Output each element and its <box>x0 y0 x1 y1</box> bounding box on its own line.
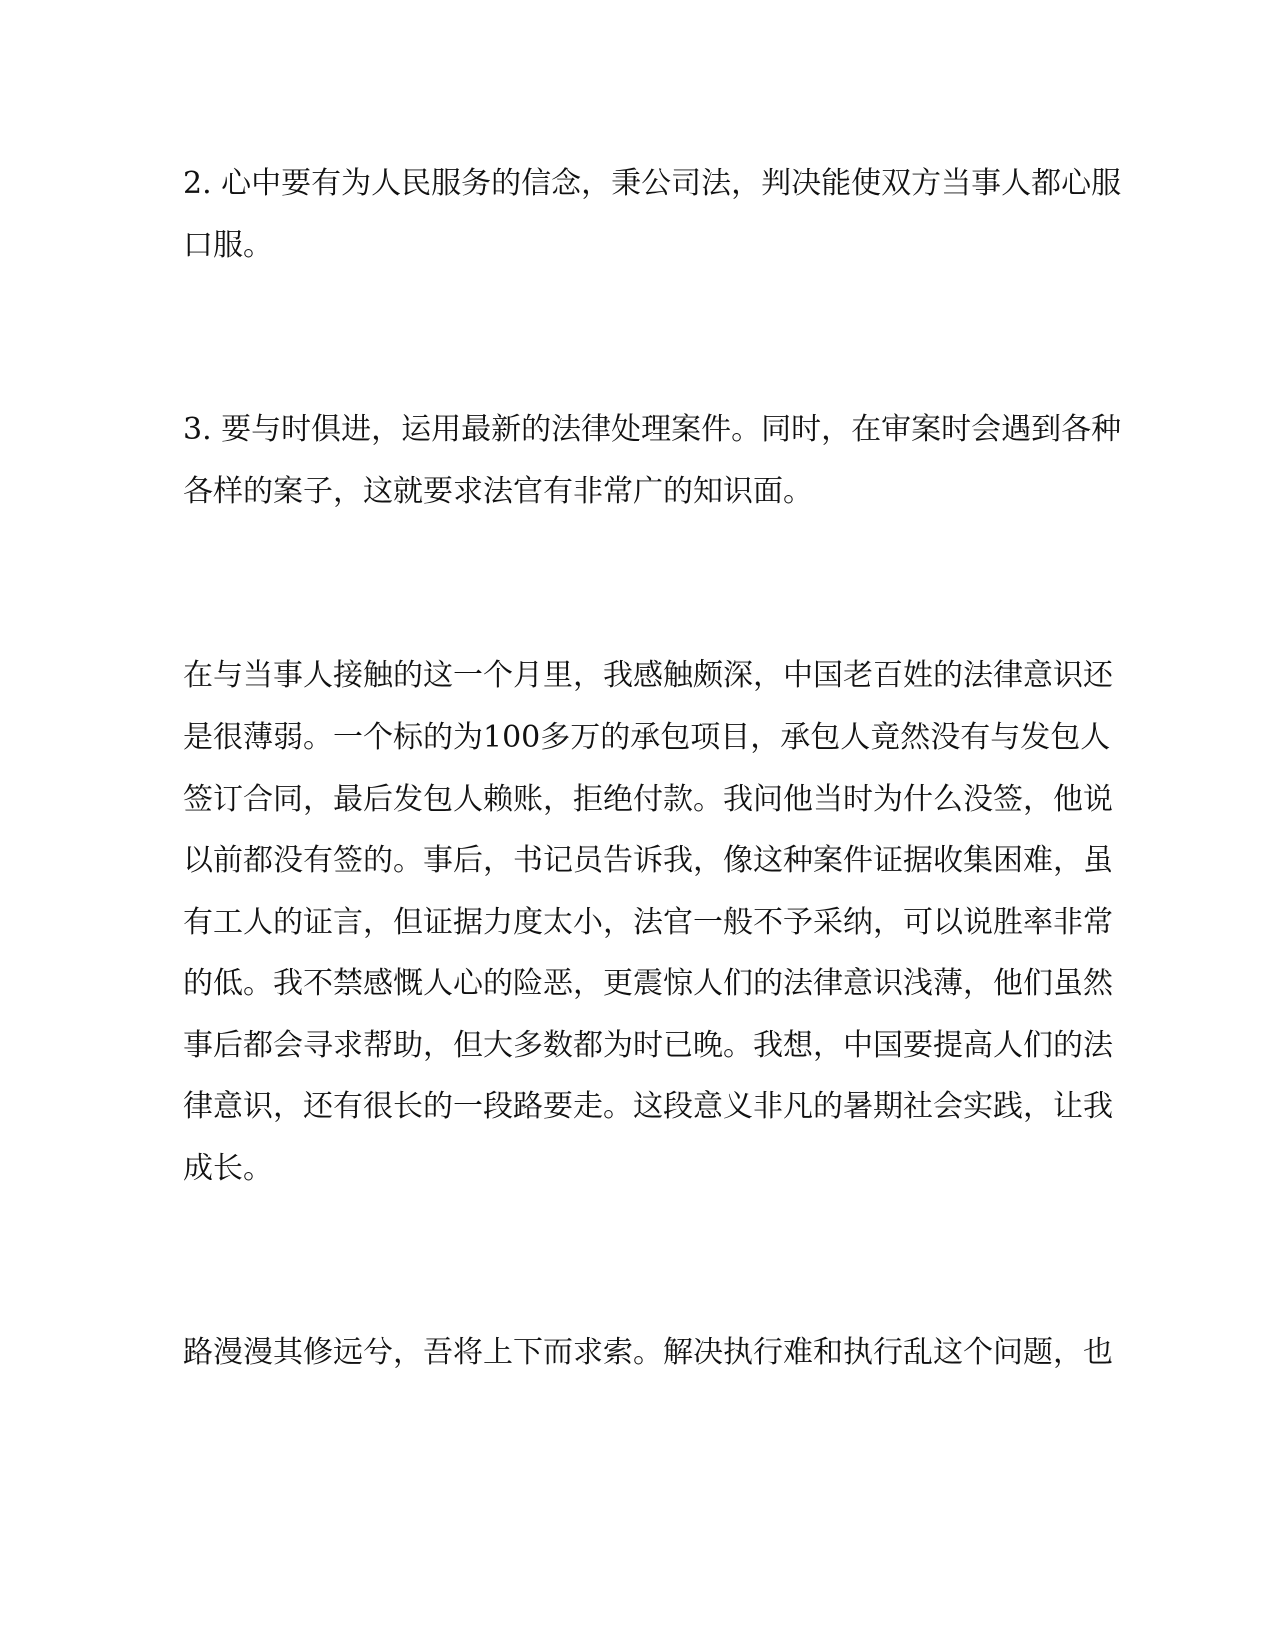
paragraph-2-line-1: 3. 要与时俱进，运用最新的法律处理案件。同时，在审案时会遇到各种 <box>183 412 1122 447</box>
paragraph-3-line-1: 在与当事人接触的这一个月里，我感触颇深，中国老百姓的法律意识还 <box>183 658 1113 693</box>
paragraph-3-line-3: 签订合同，最后发包人赖账，拒绝付款。我问他当时为什么没签，他说 <box>183 782 1113 817</box>
paragraph-3-line-2: 是很薄弱。一个标的为100多万的承包项目，承包人竟然没有与发包人 <box>183 720 1111 755</box>
paragraph-3-line-8: 律意识，还有很长的一段路要走。这段意义非凡的暑期社会实践，让我 <box>183 1089 1113 1124</box>
paragraph-1-line-1: 2. 心中要有为人民服务的信念，秉公司法，判决能使双方当事人都心服 <box>183 166 1122 201</box>
paragraph-3-line-5: 有工人的证言，但证据力度太小，法官一般不予采纳，可以说胜率非常 <box>183 905 1113 940</box>
paragraph-3-line-7: 事后都会寻求帮助，但大多数都为时已晚。我想，中国要提高人们的法 <box>183 1028 1113 1063</box>
paragraph-2-line-2: 各样的案子，这就要求法官有非常广的知识面。 <box>183 474 813 509</box>
paragraph-4-line-1: 路漫漫其修远兮，吾将上下而求索。解决执行难和执行乱这个问题，也 <box>183 1335 1113 1370</box>
paragraph-3-line-9: 成长。 <box>183 1151 273 1186</box>
paragraph-1-line-2: 口服。 <box>183 228 273 263</box>
paragraph-3-line-6: 的低。我不禁感慨人心的险恶，更震惊人们的法律意识浅薄，他们虽然 <box>183 966 1113 1001</box>
paragraph-3-line-4: 以前都没有签的。事后，书记员告诉我，像这种案件证据收集困难，虽 <box>183 843 1113 878</box>
